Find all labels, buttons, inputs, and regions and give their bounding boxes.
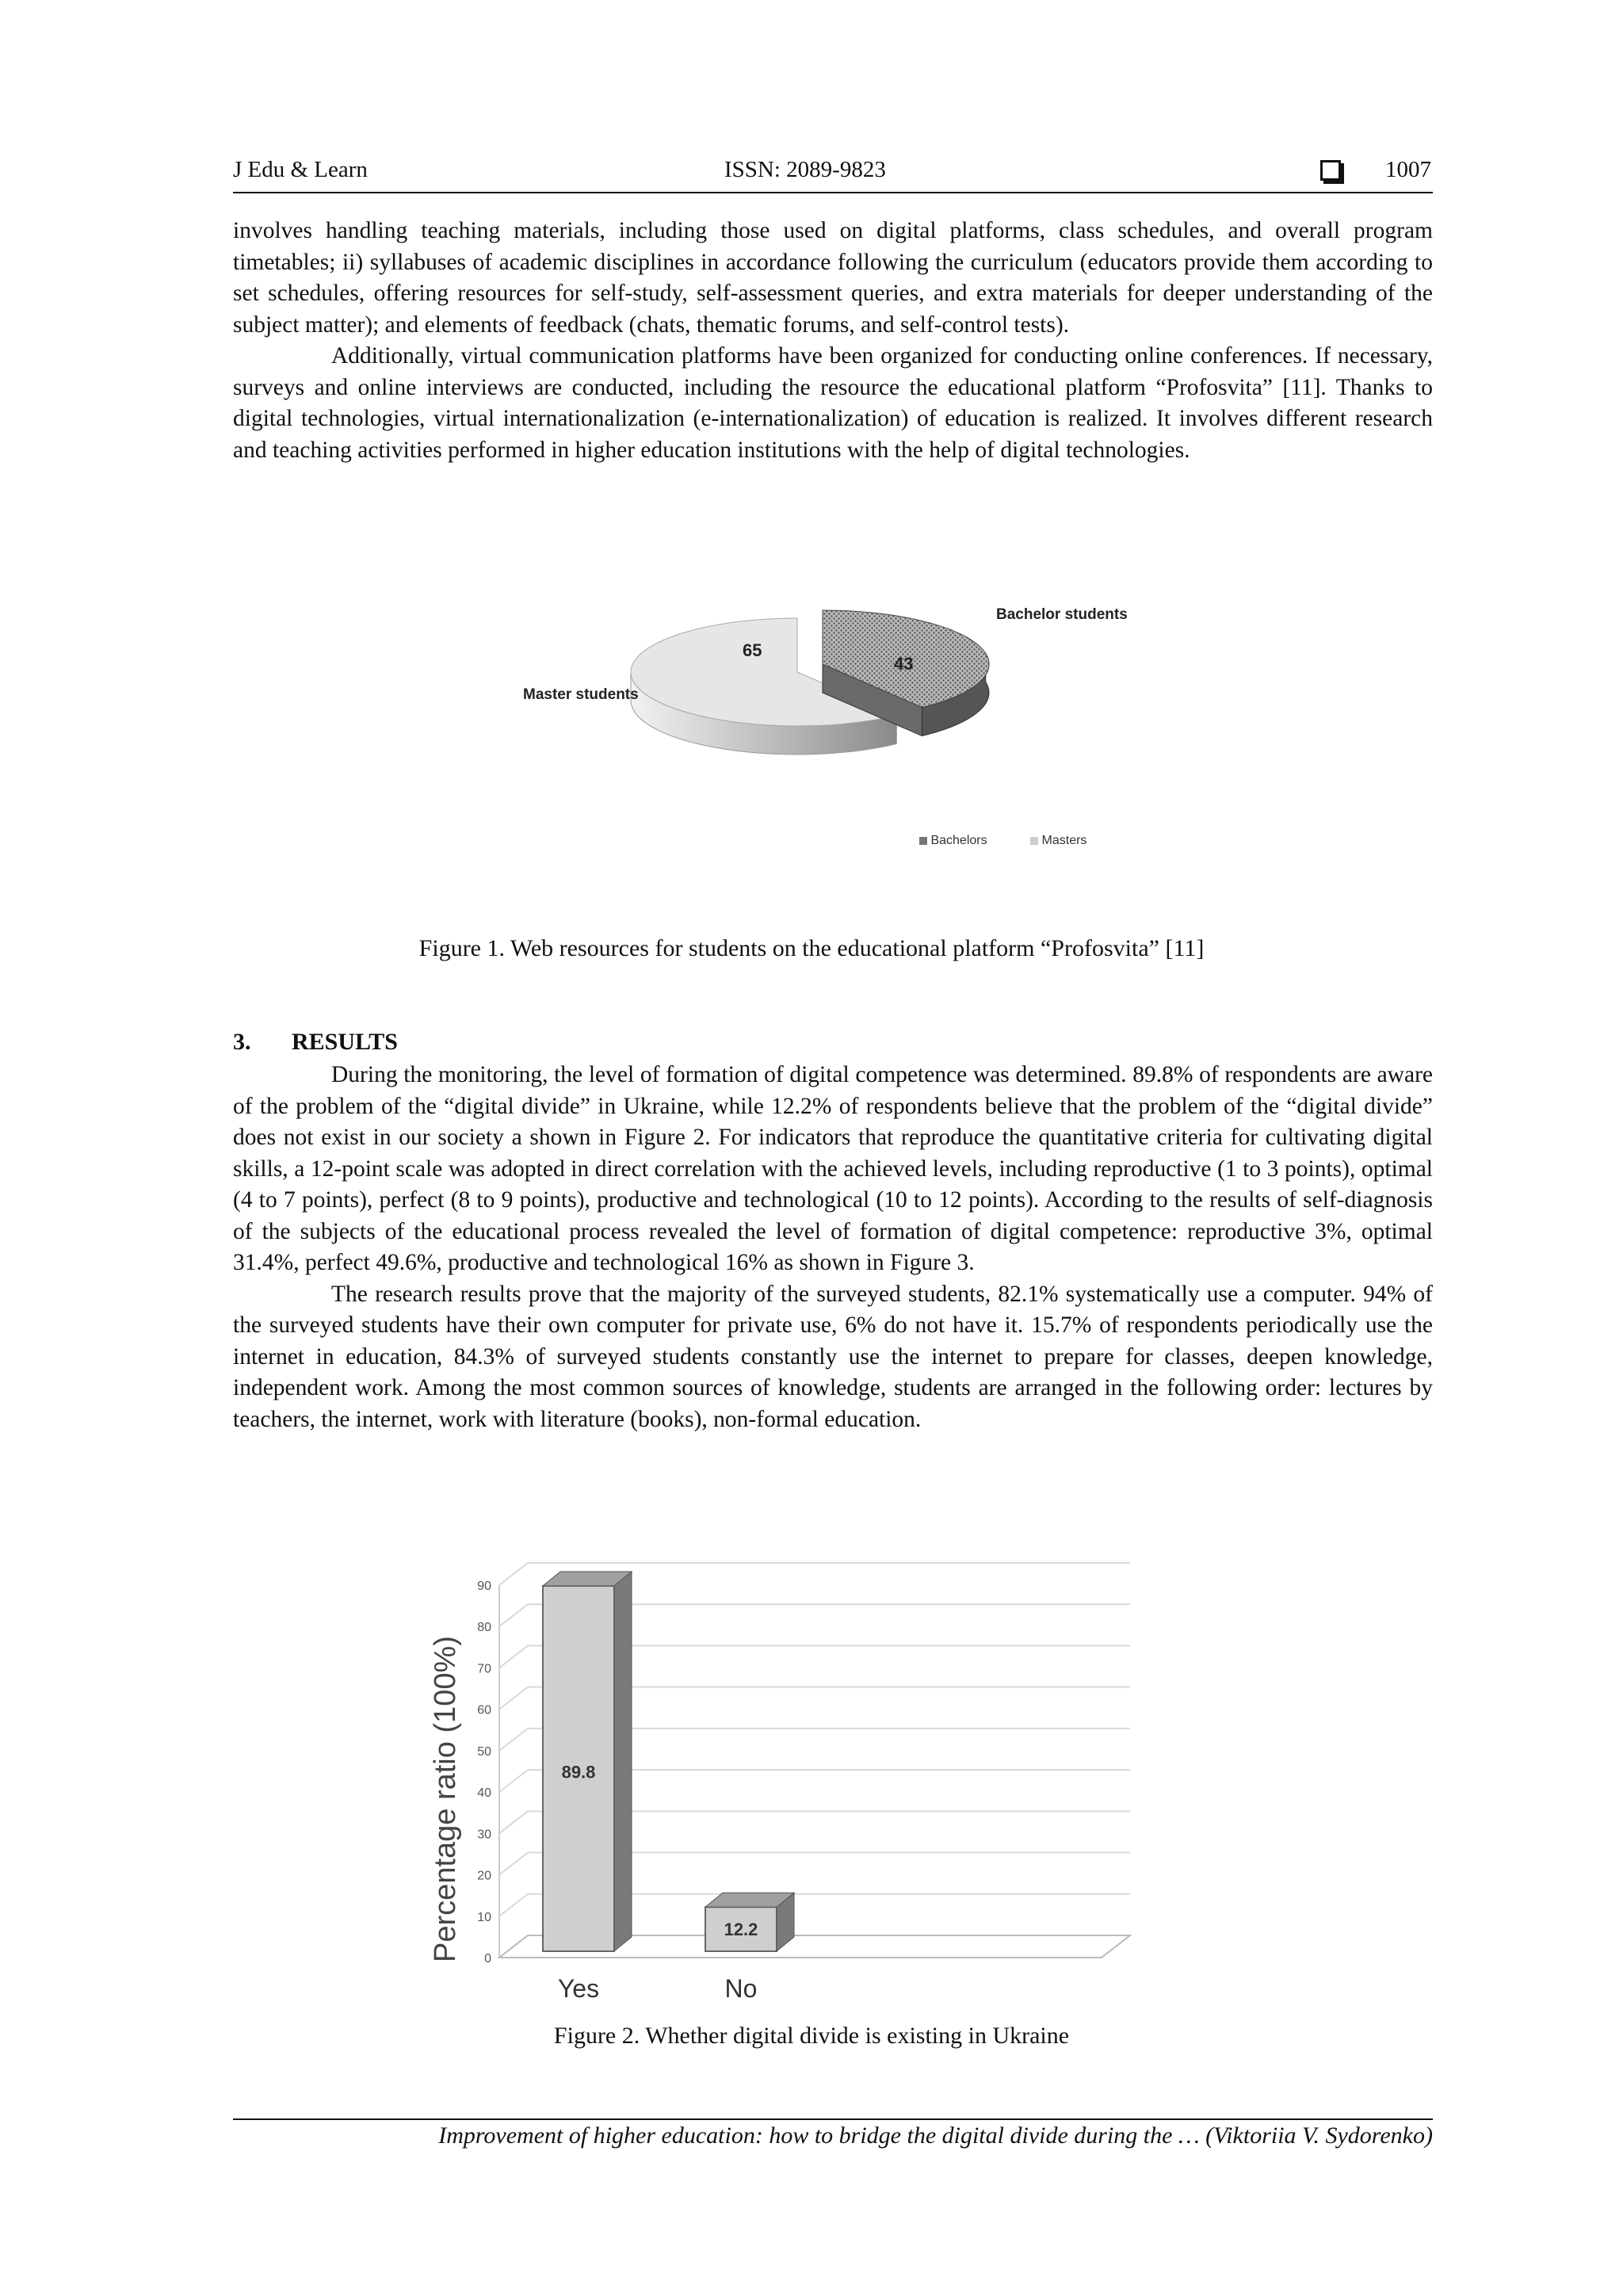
grid-line-side xyxy=(499,1770,528,1792)
paragraph-4: The research results prove that the majority of the surveyed students, 82.1% systematically use a computer. 94% of the surveyed students have their own computer for private use, 6% do not have it. 15.7% of respondents periodically use the internet in education, 84.3% of surveyed students constantly use the internet to prepare for classes, deepen knowledge, independent work. Among the most common sources of knowledge, students are arranged in the following order: lectures by teachers, the internet, work with literature (books), non-formal education. xyxy=(233,1281,1433,1432)
page-number: 1007 xyxy=(1385,157,1431,182)
figure-1-pie-chart xyxy=(507,586,1173,872)
y-tick-label: 20 xyxy=(477,1869,491,1883)
legend-bachelors: Bachelors xyxy=(930,834,987,847)
legend-swatch-bachelors xyxy=(919,837,927,845)
x-tick-label: No xyxy=(724,1974,758,2003)
bar-value-label: 12.2 xyxy=(724,1920,758,1940)
bar-side xyxy=(614,1572,632,1951)
grid-line-side xyxy=(499,1687,528,1710)
section-title: RESULTS xyxy=(292,1029,398,1055)
y-tick-label: 80 xyxy=(477,1621,491,1635)
y-tick-label: 90 xyxy=(477,1580,491,1593)
grid-line-side xyxy=(499,1604,528,1626)
footer-rule xyxy=(233,2118,1433,2120)
grid-line-side xyxy=(499,1563,528,1585)
issn: ISSN: 2089-9823 xyxy=(724,157,886,182)
figure-2-caption: Figure 2. Whether digital divide is existing in Ukraine xyxy=(553,2023,1070,2049)
intro-text xyxy=(233,216,1433,466)
results-text xyxy=(233,1060,1433,1435)
y-tick-label: 70 xyxy=(477,1662,491,1676)
section-heading xyxy=(233,1029,398,1056)
pie-value-master: 65 xyxy=(743,640,762,660)
y-tick-label: 60 xyxy=(477,1703,491,1717)
pie-label-bachelor: Bachelor students xyxy=(996,606,1128,623)
y-tick-label: 40 xyxy=(477,1786,491,1801)
figure-2-bar-chart xyxy=(428,1561,1205,2005)
pie-label-master: Master students xyxy=(523,686,639,703)
pie-legend xyxy=(919,834,1086,848)
y-tick-label: 50 xyxy=(477,1744,491,1759)
legend-masters: Masters xyxy=(1041,834,1087,847)
paragraph-2: Additionally, virtual communication platforms have been organized for conducting online conferences. If necessary, surveys and online interviews are conducted, including the resource the educational platform “Profosvita” [11]. Thanks to digital technologies, virtual internationalization (e-internationalization) of education is realized. It involves different research and teaching activities performed in higher education institutions with the help of digital technologies. xyxy=(233,343,1433,463)
grid-line-side xyxy=(499,1811,528,1833)
figure-1-caption: Figure 1. Web resources for students on the educational platform “Profosvita” [11] xyxy=(418,935,1205,961)
paragraph-1: involves handling teaching materials, including those used on digital platforms, class schedules, and overall program timetables; ii) syllabuses of academic disciplines in accordance following the curriculum (educators provide them according to set schedules, offering resources for self-study, self-assessment queries, and extra materials for deeper understanding of the subject matter); and elements of feedback (chats, thematic forums, and self-control tests). xyxy=(233,218,1433,338)
grid-line-side xyxy=(499,1894,528,1916)
bar-value-label: 89.8 xyxy=(561,1762,596,1782)
running-footer: Improvement of higher education: how to bridge the digital divide during the … (Viktoriia V. Sydorenko) xyxy=(438,2122,1433,2149)
grid-line-side xyxy=(499,1853,528,1875)
running-header xyxy=(233,155,1433,193)
journal-name: J Edu & Learn xyxy=(233,157,368,182)
grid-line-side xyxy=(499,1645,528,1668)
x-tick-label: Yes xyxy=(557,1974,600,2003)
y-tick-label: 30 xyxy=(477,1828,491,1842)
paragraph-3: During the monitoring, the level of formation of digital competence was determined. 89.8% of respondents are aware of the problem of the “digital divide” in Ukraine, while 12.2% of respondents believe that the problem of the “digital divide” does not exist in our society a shown in Figure 2. For indicators that reproduce the quantitative criteria for cultivating digital skills, a 12-point scale was adopted in direct correlation with the achieved levels, including reproductive (1 to 3 points), optimal (4 to 7 points), perfect (8 to 9 points), productive and technological (10 to 12 points). According to the results of self-diagnosis of the subjects of the educational process revealed the level of formation of digital competence: reproductive 3%, optimal 31.4%, perfect 49.6%, productive and technological 16% as shown in Figure 3. xyxy=(233,1062,1433,1275)
section-number: 3. xyxy=(233,1029,251,1055)
pie-value-bachelor: 43 xyxy=(894,654,914,674)
grid-line-side xyxy=(499,1729,528,1751)
y-axis-label: Percentage ratio (100%) xyxy=(429,1636,462,1962)
y-tick-label: 0 xyxy=(484,1952,491,1966)
checkbox-square-icon xyxy=(1320,160,1341,181)
y-tick-label: 10 xyxy=(477,1910,491,1924)
legend-swatch-masters xyxy=(1030,837,1038,845)
